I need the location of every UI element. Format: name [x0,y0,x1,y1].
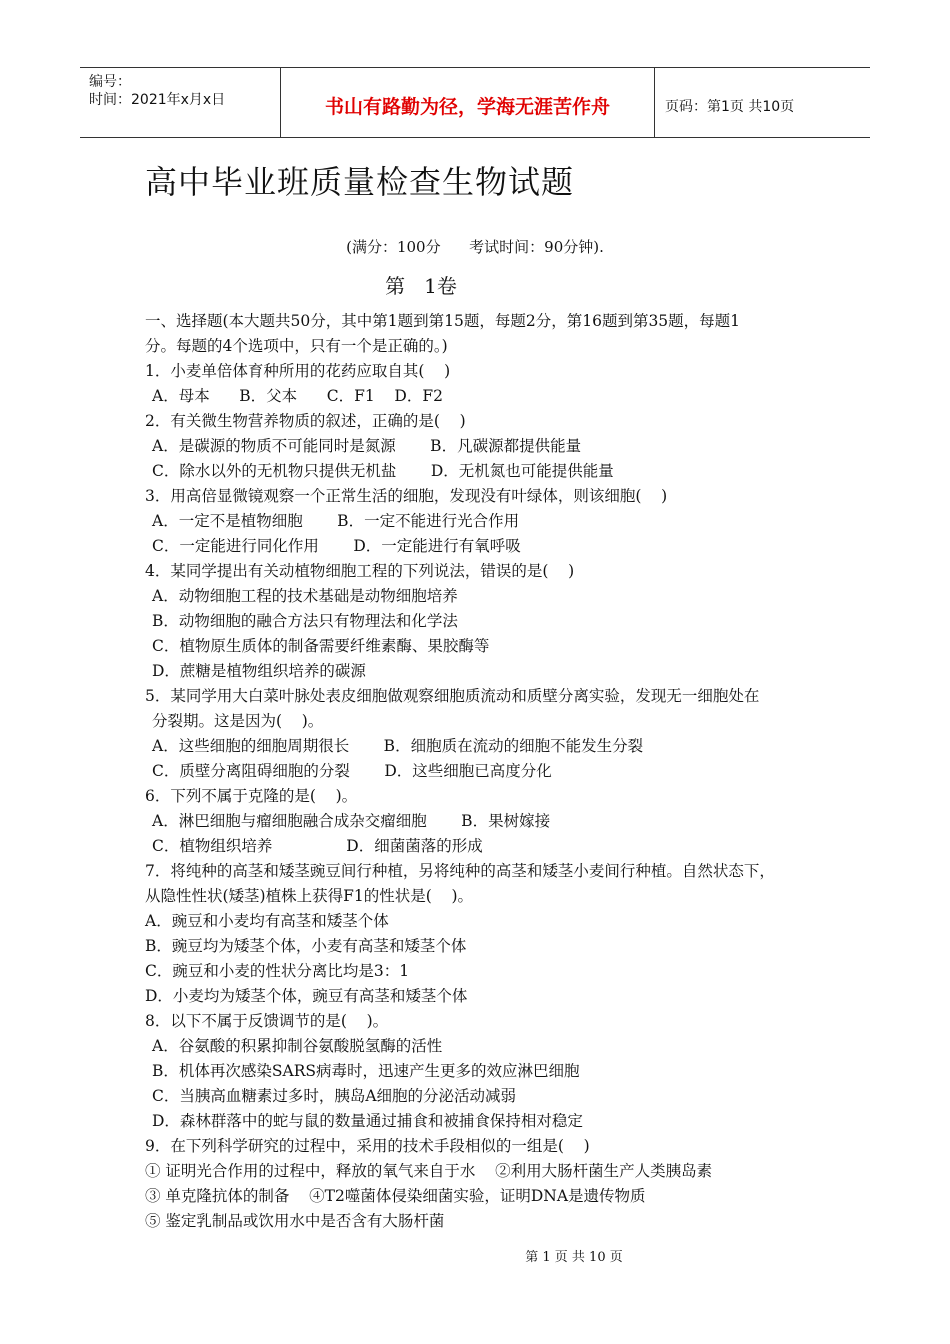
question-4: 4．某同学提出有关动植物细胞工程的下列说法，错误的是( ) [145,562,575,580]
question-7-option-d: D．小麦均为矮茎个体，豌豆有高茎和矮茎个体 [145,987,468,1005]
question-5-options-ab: A．这些细胞的细胞周期很长 B．细胞质在流动的细胞不能发生分裂 [152,737,644,755]
question-6-options-cd: C．植物组织培养 D．细菌菌落的形成 [152,837,483,855]
question-9-item-5: ⑤ 鉴定乳制品或饮用水中是否含有大肠杆菌 [145,1212,445,1230]
question-5-options-cd: C．质壁分离阻碍细胞的分裂 D．这些细胞已高度分化 [152,762,552,780]
section-instructions-cont: 分。每题的4个选项中，只有一个是正确的。) [145,337,448,355]
exam-title: 高中毕业班质量检查生物试题 [145,163,575,201]
question-9-items-3-4: ③ 单克隆抗体的制备 ④T2噬菌体侵染细菌实验，证明DNA是遗传物质 [145,1187,646,1205]
motto-text: 书山有路勤为径，学海无涯苦作舟 [324,96,610,118]
volume-heading: 第 1卷 [385,274,457,298]
section-instructions: 一、选择题(本大题共50分，其中第1题到第15题，每题2分，第16题到第35题，每题1 [145,312,741,330]
question-7: 7．将纯种的高茎和矮茎豌豆间行种植，另将纯种的高茎和矮茎小麦间行种植。自然状态下， [145,862,775,880]
question-4-option-d: D．蔗糖是植物组织培养的碳源 [152,662,366,680]
question-8-option-a: A．谷氨酸的积累抑制谷氨酸脱氢酶的活性 [152,1037,443,1055]
question-8-option-c: C．当胰高血糖素过多时，胰岛A细胞的分泌活动减弱 [152,1087,517,1105]
question-6-options-ab: A．淋巴细胞与瘤细胞融合成杂交瘤细胞 B．果树嫁接 [152,812,551,830]
document-header [80,67,870,138]
question-4-option-b: B．动物细胞的融合方法只有物理法和化学法 [152,612,458,630]
question-6: 6．下列不属于克隆的是( )。 [145,787,358,805]
question-5: 5．某同学用大白菜叶脉处表皮细胞做观察细胞质流动和质壁分离实验，发现无一细胞处在 [145,687,760,705]
document-number-label: 编号： [89,74,131,90]
question-7-option-c: C．豌豆和小麦的性状分离比均是3：1 [145,962,410,980]
page-footer: 第 1 页 共 10 页 [525,1250,623,1265]
question-8-option-b: B．机体再次感染SARS病毒时，迅速产生更多的效应淋巴细胞 [152,1062,580,1080]
question-5-cont: 分裂期。这是因为( )。 [152,712,324,730]
page-info: 页码：第1页 共10页 [665,99,795,115]
question-7-option-a: A．豌豆和小麦均有高茎和矮茎个体 [145,912,389,930]
question-3-options-ab: A．一定不是植物细胞 B．一定不能进行光合作用 [152,512,520,530]
header-meta-cell [80,68,281,137]
question-3-options-cd: C．一定能进行同化作用 D．一定能进行有氧呼吸 [152,537,521,555]
header-motto-cell [281,68,655,137]
question-4-option-a: A．动物细胞工程的技术基础是动物细胞培养 [152,587,458,605]
question-4-option-c: C．植物原生质体的制备需要纤维素酶、果胶酶等 [152,637,490,655]
question-2-options-cd: C．除水以外的无机物只提供无机盐 D．无机氮也可能提供能量 [152,462,614,480]
question-7-option-b: B．豌豆均为矮茎个体，小麦有高茎和矮茎个体 [145,937,467,955]
question-7-cont: 从隐性性状(矮茎)植株上获得F1的性状是( )。 [145,887,474,905]
document-time-label: 时间：2021年x月x日 [89,92,226,108]
exam-subtitle: (满分：100分 考试时间：90分钟). [346,238,604,256]
question-1-options: A．母本 B．父本 C．F1 D．F2 [152,387,443,405]
question-8-option-d: D．森林群落中的蛇与鼠的数量通过捕食和被捕食保持相对稳定 [152,1112,583,1130]
question-1: 1．小麦单倍体育种所用的花药应取自其( ) [145,362,451,380]
question-2-options-ab: A．是碳源的物质不可能同时是氮源 B．凡碳源都提供能量 [152,437,582,455]
header-page-cell [655,68,870,137]
question-8: 8．以下不属于反馈调节的是( )。 [145,1012,389,1030]
question-9: 9．在下列科学研究的过程中，采用的技术手段相似的一组是( ) [145,1137,590,1155]
question-9-items-1-2: ① 证明光合作用的过程中，释放的氧气来自于水 ②利用大肠杆菌生产人类胰岛素 [145,1162,713,1180]
question-3: 3．用高倍显微镜观察一个正常生活的细胞，发现没有叶绿体，则该细胞( ) [145,487,668,505]
question-2: 2．有关微生物营养物质的叙述，正确的是( ) [145,412,466,430]
